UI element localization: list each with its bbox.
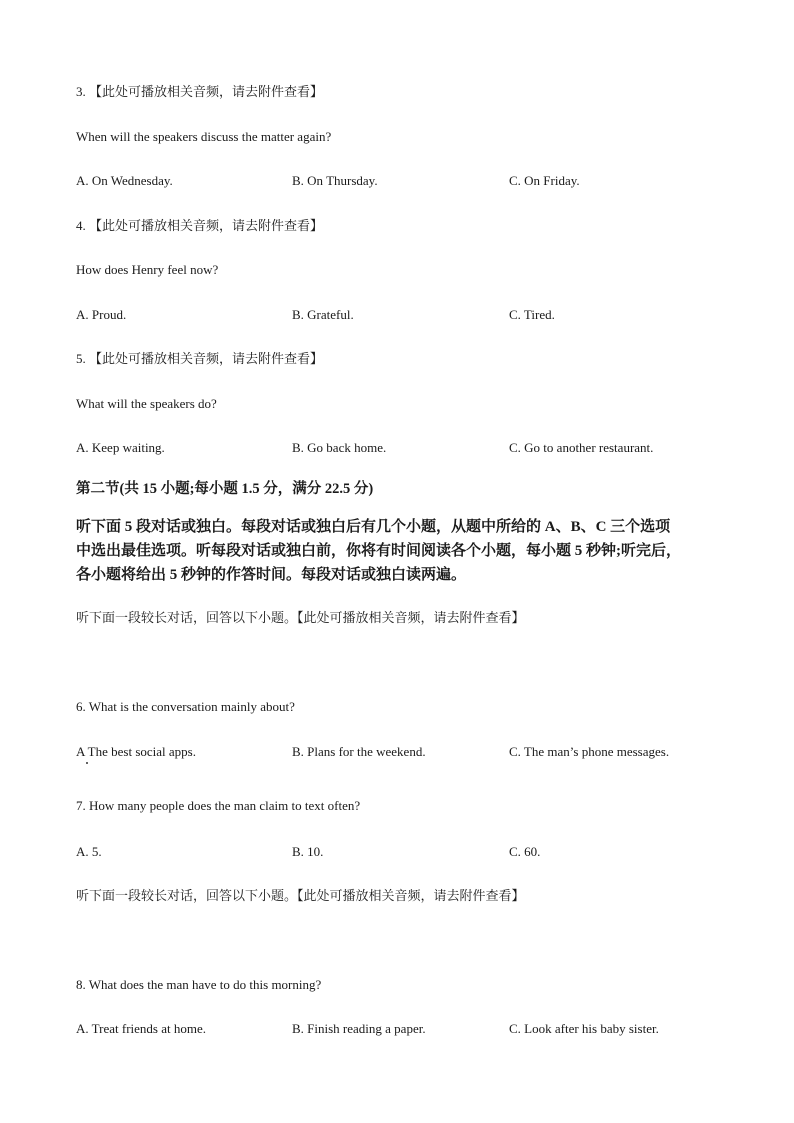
option-a[interactable]: A. Treat friends at home. <box>76 1021 206 1036</box>
question-text: What will the speakers do? <box>76 396 217 411</box>
dialogue-intro-audio-link[interactable]: 听下面一段较长对话，回答以下小题。【此处可播放相关音频，请去附件查看】 <box>76 888 525 903</box>
option-a[interactable]: A. Keep waiting. <box>76 440 165 455</box>
question-text: 7. How many people does the man claim to text often? <box>76 798 361 813</box>
instruction-line: 各小题将给出 5 秒钟的作答时间。每段对话或独白读两遍。 <box>76 567 467 583</box>
option-c[interactable]: C. Look after his baby sister. <box>509 1021 659 1036</box>
option-c[interactable]: C. Go to another restaurant. <box>509 440 654 455</box>
option-a[interactable]: A The best social apps. <box>76 744 196 759</box>
option-a[interactable]: A. Proud. <box>76 307 127 322</box>
option-a[interactable]: A. On Wednesday. <box>76 173 173 188</box>
option-b[interactable]: B. Grateful. <box>292 307 354 322</box>
option-c[interactable]: C. Tired. <box>509 307 555 322</box>
option-c[interactable]: C. On Friday. <box>509 173 580 188</box>
stray-dot <box>86 762 88 764</box>
instruction-line: 听下面 5 段对话或独白。每段对话或独白后有几个小题，从题中所给的 A、B、C 三个选项 <box>76 519 671 535</box>
section-instructions <box>76 515 726 587</box>
question-text: 8. What does the man have to do this morning? <box>76 977 322 992</box>
option-a[interactable]: A. 5. <box>76 844 102 859</box>
question-text: 6. What is the conversation mainly about? <box>76 699 295 714</box>
option-b[interactable]: B. 10. <box>292 844 324 859</box>
section-heading: 第二节(共 15 小题;每小题 1.5 分，满分 22.5 分) <box>76 481 374 497</box>
question-text: When will the speakers discuss the matter again? <box>76 129 332 144</box>
option-b[interactable]: B. Plans for the weekend. <box>292 744 426 759</box>
option-c[interactable]: C. 60. <box>509 844 541 859</box>
option-c[interactable]: C. The man’s phone messages. <box>509 744 670 759</box>
audio-link-q3[interactable]: 3. 【此处可播放相关音频，请去附件查看】 <box>76 84 324 99</box>
question-text: How does Henry feel now? <box>76 262 219 277</box>
option-b[interactable]: B. On Thursday. <box>292 173 378 188</box>
option-b[interactable]: B. Go back home. <box>292 440 387 455</box>
instruction-line: 中选出最佳选项。听每段对话或独白前，你将有时间阅读各个小题，每小题 5 秒钟;听完后， <box>76 543 681 559</box>
audio-link-q5[interactable]: 5. 【此处可播放相关音频，请去附件查看】 <box>76 351 324 366</box>
audio-link-q4[interactable]: 4. 【此处可播放相关音频，请去附件查看】 <box>76 218 324 233</box>
dialogue-intro-audio-link[interactable]: 听下面一段较长对话，回答以下小题。【此处可播放相关音频，请去附件查看】 <box>76 610 525 625</box>
option-b[interactable]: B. Finish reading a paper. <box>292 1021 426 1036</box>
